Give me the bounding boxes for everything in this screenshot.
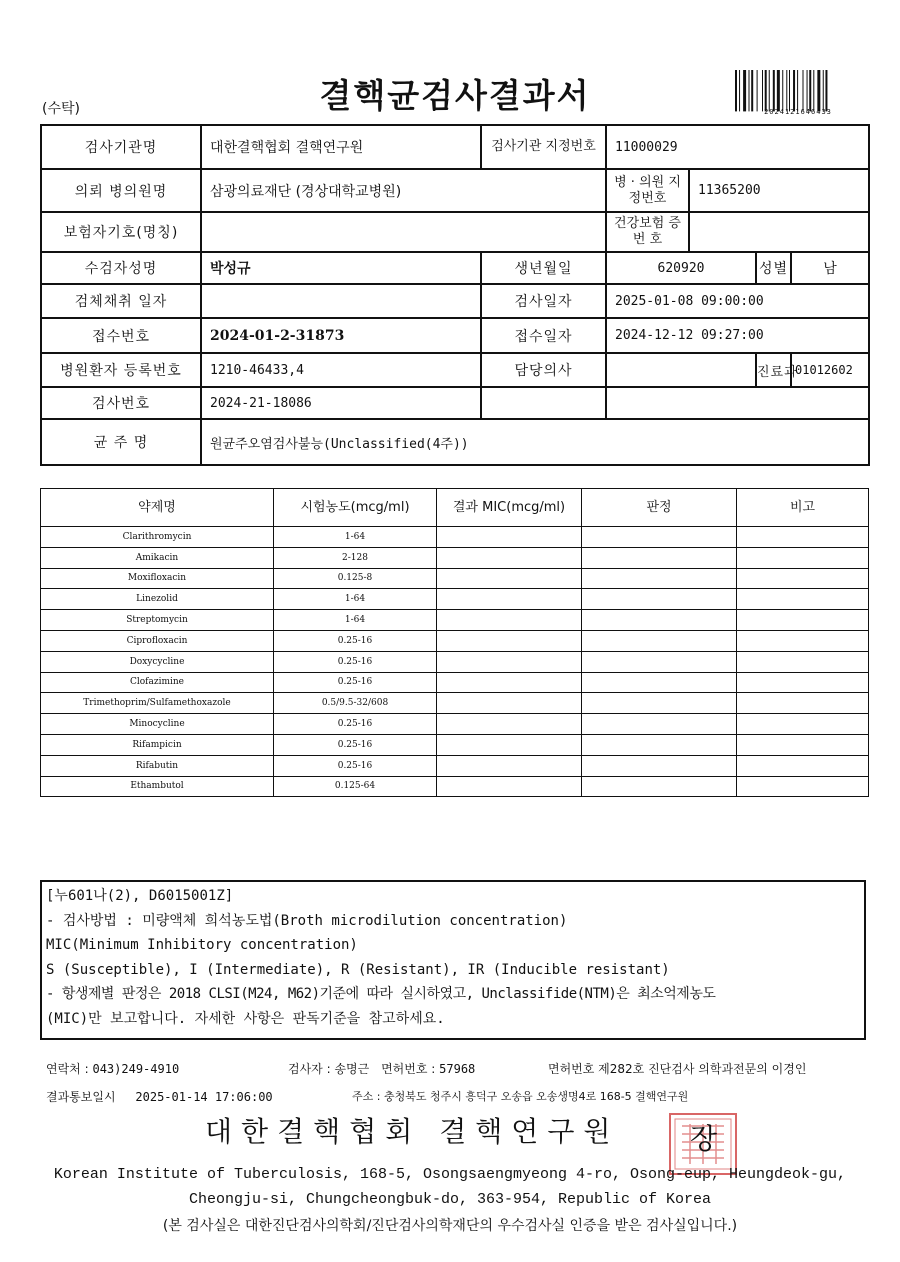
test-no-blank-2 xyxy=(606,387,869,419)
patient-info-table xyxy=(40,124,870,466)
institution-value: 대한결핵협회 결핵연구원 xyxy=(201,125,481,169)
dob-label: 생년월일 xyxy=(481,252,606,284)
drug-name: Minocycline xyxy=(41,714,274,735)
test-date-label: 검사일자 xyxy=(481,284,606,318)
notice xyxy=(46,1088,273,1105)
note xyxy=(737,651,869,672)
judgement xyxy=(582,610,737,631)
header-mic: 결과 MIC(mcg/ml) xyxy=(437,489,582,527)
english-address-line-2: Cheongju-si, Chungcheongbuk-do, 363-954, Republic of Korea xyxy=(188,1191,712,1208)
note xyxy=(737,568,869,589)
drug-row xyxy=(41,755,869,776)
insured-value xyxy=(201,212,606,252)
hospital-label: 의뢰 병의원명 xyxy=(41,169,201,212)
drug-row xyxy=(41,547,869,568)
judgement xyxy=(582,672,737,693)
sex-label: 성별 xyxy=(756,252,791,284)
inst-code-value: 11000029 xyxy=(606,125,869,169)
doctor-value xyxy=(606,353,756,387)
patient-label: 수검자성명 xyxy=(41,252,201,284)
note-line: [누601나(2), D6015001Z] xyxy=(46,888,234,904)
species-value: 원균주오염검사불능(Unclassified(4주)) xyxy=(201,419,869,465)
judgement xyxy=(582,651,737,672)
judgement xyxy=(582,755,737,776)
notes-box xyxy=(40,880,866,1040)
drug-name: Rifampicin xyxy=(41,734,274,755)
notice-label: 결과통보일시 xyxy=(46,1090,116,1104)
document-tag: (수탁) xyxy=(42,101,80,117)
note xyxy=(737,527,869,548)
mic-result xyxy=(437,672,582,693)
header-range: 시험농도(mcg/ml) xyxy=(274,489,437,527)
drug-row xyxy=(41,776,869,797)
drug-row xyxy=(41,527,869,548)
examiner-value: 송명근 xyxy=(334,1062,370,1076)
mic-result xyxy=(437,776,582,797)
contact xyxy=(46,1060,179,1077)
sex-value: 남 xyxy=(791,252,869,284)
drug-row xyxy=(41,714,869,735)
test-no-label: 검사번호 xyxy=(41,387,201,419)
test-date-value: 2025-01-08 09:00:00 xyxy=(606,284,869,318)
barcode-number: 2024121646433 xyxy=(764,108,832,116)
receipt-no-value: 2024-01-2-31873 xyxy=(201,318,481,353)
receipt-no-label: 접수번호 xyxy=(41,318,201,353)
reg-no-value: 1210-46433,4 xyxy=(201,353,481,387)
dob-value: 620920 xyxy=(606,252,756,284)
drug-name: Ciprofloxacin xyxy=(41,630,274,651)
collect-date-value xyxy=(201,284,481,318)
note xyxy=(737,714,869,735)
drug-name: Rifabutin xyxy=(41,755,274,776)
health-ins-label: 건강보험 증 번 호 xyxy=(606,212,689,252)
note-line: - 검사방법 : 미량액체 희석농도법(Broth microdilution concentration) xyxy=(46,912,568,929)
drug-name: Linezolid xyxy=(41,589,274,610)
test-range: 0.25-16 xyxy=(274,755,437,776)
english-address-line-1: Korean Institute of Tuberculosis, 168-5, Osongsaengmyeong 4-ro, Osong-eup, Heungdeok-gu, xyxy=(53,1166,847,1183)
drug-name: Trimethoprim/Sulfamethoxazole xyxy=(41,693,274,714)
institute-name: 대한결핵협회 결핵연구원 xyxy=(205,1115,620,1148)
test-range: 0.25-16 xyxy=(274,672,437,693)
address xyxy=(352,1088,688,1104)
hospital-code-label: 병 · 의원 지정번호 xyxy=(606,169,689,212)
drug-name: Clofazimine xyxy=(41,672,274,693)
drug-name: Doxycycline xyxy=(41,651,274,672)
note xyxy=(737,610,869,631)
mic-result xyxy=(437,527,582,548)
doctor-license: 면허번호 제282호 진단검사 의학과전문의 이경인 xyxy=(548,1062,807,1076)
mic-result xyxy=(437,734,582,755)
test-range: 0.25-16 xyxy=(274,734,437,755)
test-range: 1-64 xyxy=(274,589,437,610)
note-line: MIC(Minimum Inhibitory concentration) xyxy=(46,937,358,953)
patient-name: 박성규 xyxy=(201,252,481,284)
note-line: - 항생제별 판정은 2018 CLSI(M24, M62)기준에 따라 실시하였고, Unclassifide(NTM)은 최소억제농도 xyxy=(46,986,716,1002)
receipt-date-value: 2024-12-12 09:27:00 xyxy=(606,318,869,353)
header-drug: 약제명 xyxy=(41,489,274,527)
mic-result xyxy=(437,693,582,714)
document-title: 결핵균검사결과서 xyxy=(319,76,591,115)
judgement xyxy=(582,714,737,735)
drug-row xyxy=(41,568,869,589)
drug-row xyxy=(41,630,869,651)
drug-row xyxy=(41,734,869,755)
address-label: 주소 : xyxy=(352,1090,381,1103)
header-judgement: 판정 xyxy=(582,489,737,527)
drug-name: Ethambutol xyxy=(41,776,274,797)
judgement xyxy=(582,776,737,797)
mic-result xyxy=(437,610,582,631)
institution-label: 검사기관명 xyxy=(41,125,201,169)
drug-name: Clarithromycin xyxy=(41,527,274,548)
note xyxy=(737,776,869,797)
note-line: (MIC)만 보고합니다. 자세한 사항은 판독기준을 참고하세요. xyxy=(46,1010,445,1027)
test-range: 0.25-16 xyxy=(274,630,437,651)
reg-no-label: 병원환자 등록번호 xyxy=(41,353,201,387)
drug-name: Streptomycin xyxy=(41,610,274,631)
note xyxy=(737,547,869,568)
receipt-date-label: 접수일자 xyxy=(481,318,606,353)
drug-row xyxy=(41,651,869,672)
examiner-label: 검사자 : xyxy=(288,1062,331,1076)
drug-result-table xyxy=(40,488,869,797)
drug-name: Moxifloxacin xyxy=(41,568,274,589)
test-range: 0.125-64 xyxy=(274,776,437,797)
judgement xyxy=(582,547,737,568)
note xyxy=(737,734,869,755)
test-range: 1-64 xyxy=(274,610,437,631)
drug-name: Amikacin xyxy=(41,547,274,568)
collect-date-label: 검체채취 일자 xyxy=(41,284,201,318)
mic-result xyxy=(437,589,582,610)
insured-label: 보험자기호(명칭) xyxy=(41,212,201,252)
judgement xyxy=(582,527,737,548)
note xyxy=(737,672,869,693)
test-range: 0.25-16 xyxy=(274,714,437,735)
examiner xyxy=(288,1060,475,1077)
notice-date: 2025-01-14 17:06:00 xyxy=(135,1090,273,1104)
judgement xyxy=(582,734,737,755)
note xyxy=(737,630,869,651)
mic-result xyxy=(437,547,582,568)
judgement xyxy=(582,630,737,651)
seal-char: 장 xyxy=(690,1122,718,1155)
contact-label: 연락처 : xyxy=(46,1062,89,1076)
test-no-blank xyxy=(481,387,606,419)
judgement xyxy=(582,693,737,714)
drug-row xyxy=(41,610,869,631)
test-range: 0.5/9.5-32/608 xyxy=(274,693,437,714)
test-range: 1-64 xyxy=(274,527,437,548)
license-label: 면허번호 : xyxy=(381,1062,436,1076)
note-line: S (Susceptible), I (Intermediate), R (Resistant), IR (Inducible resistant) xyxy=(46,961,670,978)
certification-note: (본 검사실은 대한진단검사의학회/진단검사의학재단의 우수검사실 인증을 받은 검사실입니다.) xyxy=(162,1218,738,1234)
mic-result xyxy=(437,755,582,776)
note xyxy=(737,755,869,776)
test-range: 0.25-16 xyxy=(274,651,437,672)
mic-result xyxy=(437,630,582,651)
hospital-code-value: 11365200 xyxy=(689,169,869,212)
mic-result xyxy=(437,568,582,589)
mic-result xyxy=(437,714,582,735)
dept-value: 01012602 xyxy=(791,353,869,387)
judgement xyxy=(582,568,737,589)
mic-result xyxy=(437,651,582,672)
license-value: 57968 xyxy=(439,1062,476,1076)
note xyxy=(737,589,869,610)
test-no-value: 2024-21-18086 xyxy=(201,387,481,419)
drug-row xyxy=(41,672,869,693)
address-value: 충청북도 청주시 흥덕구 오송읍 오송생명4로 168-5 결핵연구원 xyxy=(383,1090,689,1103)
dept-label: 진료과 xyxy=(756,353,791,387)
contact-value: 043)249-4910 xyxy=(92,1062,180,1076)
species-label: 균 주 명 xyxy=(41,419,201,465)
drug-row xyxy=(41,589,869,610)
test-range: 2-128 xyxy=(274,547,437,568)
hospital-value: 삼광의료재단 (경상대학교병원) xyxy=(201,169,606,212)
test-range: 0.125-8 xyxy=(274,568,437,589)
doctor-label: 담당의사 xyxy=(481,353,606,387)
header-note: 비고 xyxy=(737,489,869,527)
judgement xyxy=(582,589,737,610)
drug-row xyxy=(41,693,869,714)
inst-code-label: 검사기관 지정번호 xyxy=(481,125,606,169)
health-ins-value xyxy=(689,212,869,252)
note xyxy=(737,693,869,714)
